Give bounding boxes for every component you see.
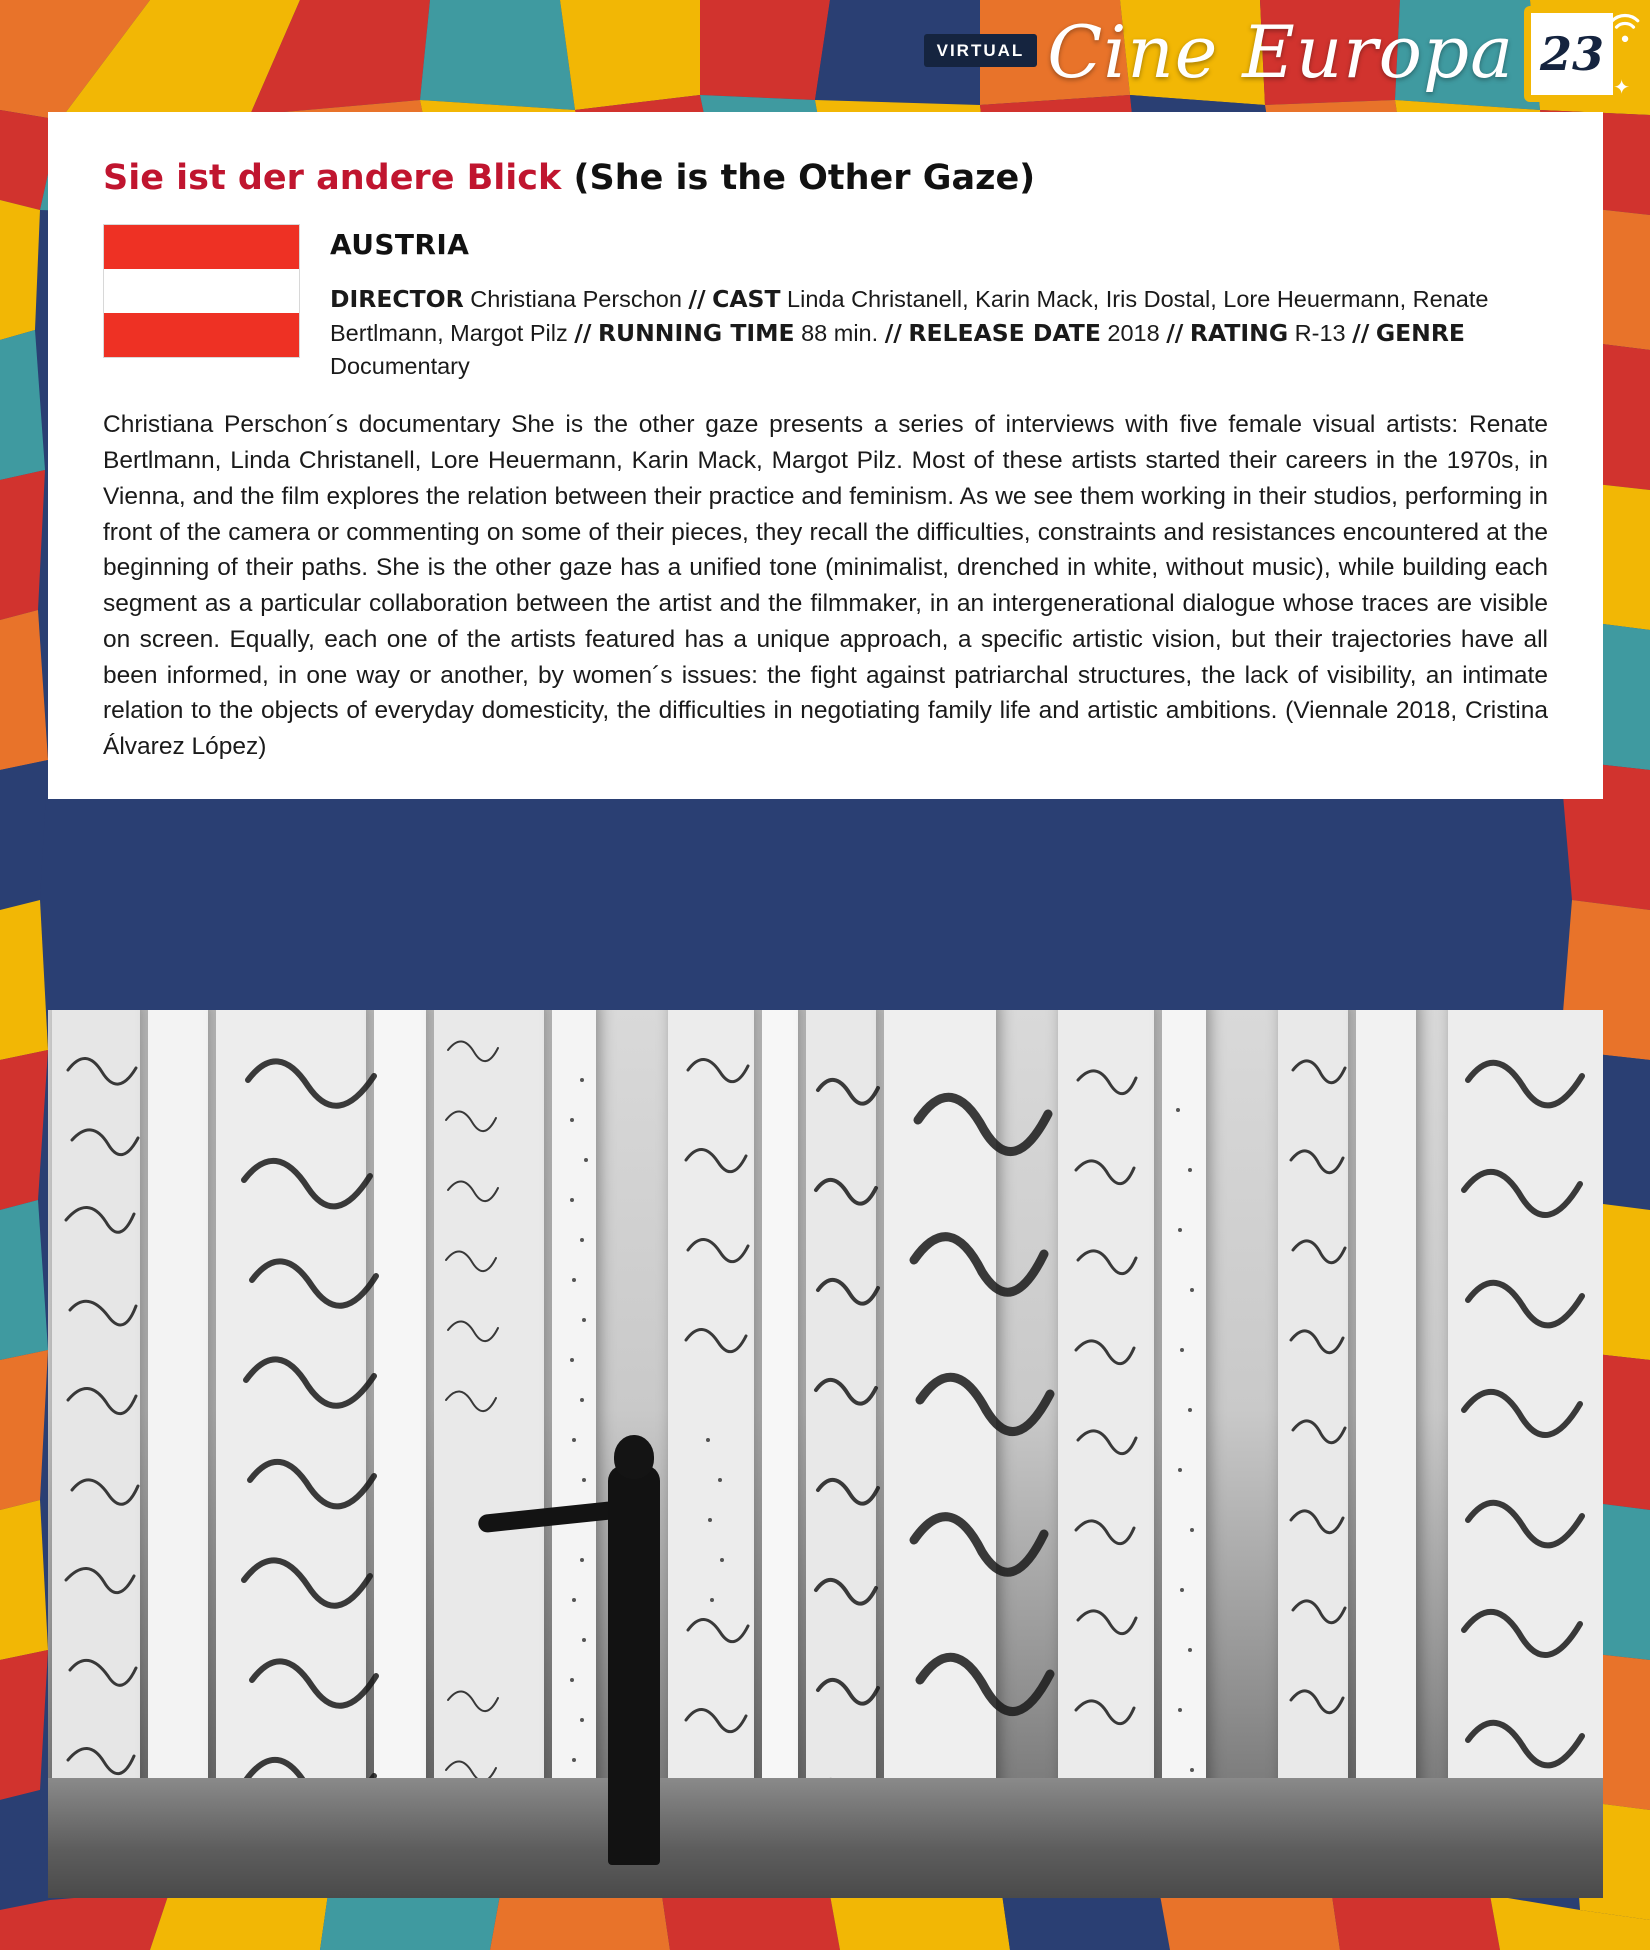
film-title-original: Sie ist der andere Blick [103,158,562,198]
star-icon: ✦ [1613,77,1630,99]
ink-script-texture [48,1010,1603,1898]
austria-flag-icon [103,224,300,358]
director-label: DIRECTOR [330,285,464,314]
release-date-value: 2018 [1107,319,1160,346]
separator-5: // [1352,318,1370,347]
figure-body [608,1465,660,1865]
film-meta-text [330,224,1548,383]
rating-value: R-13 [1294,319,1346,346]
genre-label: GENRE [1375,318,1465,347]
cast-value: Linda Christanell, Karin Mack, Iris Dostal, Lore Heuermann, Renate Bertlmann, Margot Pilz [330,286,1489,346]
country-label: AUSTRIA [330,228,470,262]
page-title [103,158,1548,198]
separator-2: // [574,318,592,347]
separator-3: // [884,318,902,347]
gallery-floor [48,1778,1603,1898]
separator-4: // [1166,318,1184,347]
festival-header [0,0,1650,112]
running-time-value: 88 min. [801,319,879,346]
wifi-icon [1608,8,1642,42]
festival-brand [924,4,1620,108]
film-meta-row [103,224,1548,383]
film-title-translated: (She is the Other Gaze) [573,158,1036,198]
rating-label: RATING [1189,318,1289,347]
separator-1: // [688,285,706,314]
virtual-badge: VIRTUAL [924,34,1038,67]
film-credits [330,283,1548,383]
film-still-image [48,1010,1603,1898]
festival-title: Cine Europa [1047,10,1514,94]
genre-value: Documentary [330,352,470,379]
figure-head [614,1435,654,1479]
release-date-label: RELEASE DATE [908,318,1101,347]
edition-number-badge: 23 [1524,6,1620,102]
film-synopsis: Christiana Perschon´s documentary She is the other gaze presents a series of interviews with five female visual artists: Renate Bertlmann, Linda Christanell, Lore Heuermann, Karin Mack, Margot Pilz. Most of these artists started their careers in the 1970s, in Vienna, and the film explores the relation between their practice and feminism. As we see them working in their studios, performing in front of the camera or commenting on some of their pieces, they recall the difficulties, constraints and resistances encountered at the beginning of their paths. She is the other gaze has a unified tone (minimalist, drenched in white, without music), while building each segment as a particular collaboration between the artist and the filmmaker, in an intergenerational dialogue whose traces are visible on screen. Equally, each one of the artists featured has a unique approach, a specific artistic vision, but their trajectories have all been informed, in one way or another, by women´s issues: the fight against patriarchal structures, the lack of visibility, an intimate relation to the objects of everyday domesticity, the difficulties in negotiating family life and artistic ambitions. (Viennale 2018, Cristina Álvarez López) [103,411,1548,761]
director-value: Christiana Perschon [470,286,682,313]
running-time-label: RUNNING TIME [597,318,795,347]
film-info-card [48,112,1603,799]
cast-label: CAST [712,285,781,314]
